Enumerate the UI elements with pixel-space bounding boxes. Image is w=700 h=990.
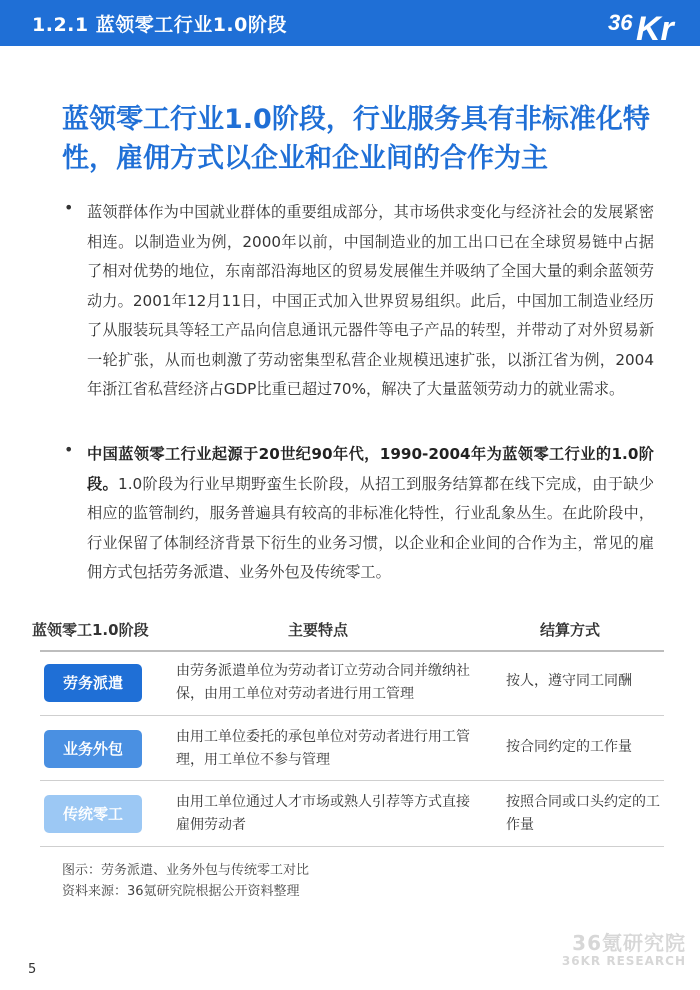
stage-badge: 业务外包 [44,730,142,768]
svg-text:Kr: Kr [636,10,674,44]
bullet-bold-lead: 中国蓝领零工行业起源于20世纪90年代，1990-2004年为蓝领零工行业的1.0阶段。 [87,445,654,493]
bullet-marker: • [64,440,74,459]
stage-badge: 劳务派遣 [44,664,142,702]
bullet-item [64,440,654,588]
svg-text:36: 36 [608,10,633,35]
caption-source: 资料来源：36氪研究院根据公开资料整理 [62,884,300,899]
table-divider [40,846,664,847]
stage-badge: 传统零工 [44,795,142,833]
table-row [30,650,672,714]
bullet-item [64,198,654,405]
row-settlement: 按照合同或口头约定的工作量 [506,794,660,833]
figure-caption [62,860,309,902]
row-settlement: 按合同约定的工作量 [506,739,632,755]
caption-figure: 图示：劳务派遣、业务外包与传统零工对比 [62,863,310,878]
bullet-marker: • [64,198,74,217]
table-header-stage: 蓝领零工1.0阶段 [32,621,149,639]
page-number: 5 [28,962,37,977]
bullet-text [87,440,654,588]
row-settlement: 按人，遵守同工同酬 [506,673,632,689]
watermark-line1: 36氪研究院 [572,931,686,955]
bullet-body: 蓝领群体作为中国就业群体的重要组成部分，其市场供求变化与经济社会的发展紧密相连。以制造业为例，2000年以前，中国制造业的加工出口已在全球贸易链中占据了相对优势的地位，东南部沿海地区的贸易发展催生并吸纳了全国大量的剩余蓝领劳动力。2001年12月11日，中国正式加入世界贸易组织。此后，中国加工制造业经历了从服装玩具等轻工产品向信息通讯元器件等电子产品的转型，并带动了对外贸易新一轮扩张，从而也刺激了劳动密集型私营企业规模迅速扩张，以浙江省为例，2004年浙江省私营经济占GDP比重已超过70%，解决了大量蓝领劳动力的就业需求。 [87,203,654,398]
page-headline: 蓝领零工行业1.0阶段，行业服务具有非标准化特性，雇佣方式以企业和企业间的合作为主 [62,104,650,174]
bullet-body: 1.0阶段为行业早期野蛮生长阶段，从招工到服务结算都在线下完成，由于缺少相应的监管制约，服务普遍具有较高的非标准化特性，行业乱象丛生。在此阶段中，行业保留了体制经济背景下衍生的业务习惯，以企业和企业间的合作为主，常见的雇佣方式包括劳务派遣、业务外包及传统零工。 [87,474,655,581]
row-features: 由用工单位委托的承包单位对劳动者进行用工管理，用工单位不参与管理 [176,729,470,768]
row-features: 由劳务派遣单位为劳动者订立劳动合同并缴纳社保，由用工单位对劳动者进行用工管理 [176,663,470,702]
watermark-line2: 36KR RESEARCH [561,954,686,968]
table-header-features: 主要特点 [288,621,349,639]
table-row [30,716,672,780]
row-features: 由用工单位通过人才市场或熟人引荐等方式直接雇佣劳动者 [176,794,470,833]
header-bar [0,0,700,46]
watermark [562,932,686,968]
table-row [30,781,672,845]
table-header-settlement: 结算方式 [540,621,601,639]
section-title: 1.2.1 蓝领零工行业1.0阶段 [32,14,287,36]
36kr-logo-icon [606,4,686,44]
bullet-text [87,198,654,405]
